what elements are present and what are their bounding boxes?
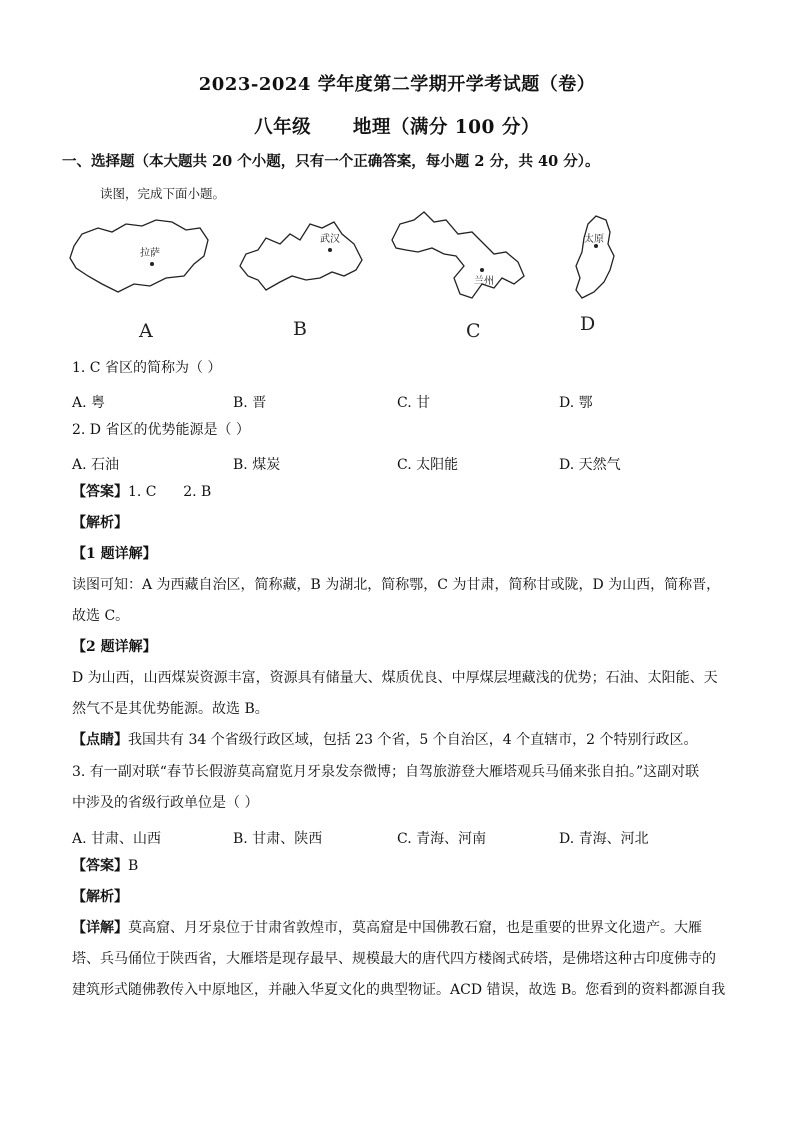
map-a-xizang xyxy=(68,206,213,301)
city-label: 兰州 xyxy=(474,276,494,287)
detail-1-line-2: 故选 C。 xyxy=(72,608,130,624)
map-c-gansu xyxy=(388,210,528,310)
option-a: A. 甘肃、山西 xyxy=(72,831,162,847)
question-1-stem: 1. C 省区的简称为（ ） xyxy=(72,360,222,376)
city-label: 拉萨 xyxy=(140,248,160,259)
detail-3-line-1 xyxy=(72,913,732,944)
answer-text: 1. C 2. B xyxy=(128,484,212,500)
option-b: B. 甘肃、陕西 xyxy=(233,831,323,847)
map-label-b: B xyxy=(293,318,307,340)
option-a: A. 石油 xyxy=(72,457,120,473)
option-c: C. 太阳能 xyxy=(397,457,459,473)
detail-2-line-1: D 为山西，山西煤炭资源丰富，资源具有储量大、煤质优良、中厚煤层埋藏浅的优势；石油、太阳能、天 xyxy=(72,670,718,686)
city-label: 武汉 xyxy=(320,234,340,245)
analysis-label: 【解析】 xyxy=(72,515,128,531)
note-label: 【点睛】 xyxy=(72,732,128,748)
city-label: 太原 xyxy=(584,234,604,245)
answer-label: 【答案】 xyxy=(72,858,128,874)
note-line xyxy=(72,725,732,756)
answer-text: B xyxy=(128,858,139,874)
page-subtitle: 八年级 地理（满分 100 分） xyxy=(254,117,540,138)
option-b: B. 煤炭 xyxy=(233,457,281,473)
section-heading: 一、选择题（本大题共 20 个小题，只有一个正确答案，每小题 2 分，共 40 分）。 xyxy=(62,153,600,170)
analysis-label: 【解析】 xyxy=(72,889,128,905)
note-text: 我国共有 34 个省级行政区域，包括 23 个省，5 个自治区，4 个直辖市，2 个特别行政区。 xyxy=(128,732,698,748)
detail-2-label: 【2 题详解】 xyxy=(72,639,157,655)
answer-label: 【答案】 xyxy=(72,484,128,500)
question-2-stem: 2. D 省区的优势能源是（ ） xyxy=(72,422,250,438)
option-a: A. 粤 xyxy=(72,395,106,411)
answer-1-2 xyxy=(72,477,732,508)
option-d: D. 鄂 xyxy=(559,395,593,411)
map-label-d: D xyxy=(580,313,596,335)
map-b-hubei xyxy=(236,214,371,299)
option-c: C. 甘 xyxy=(397,395,431,411)
answer-3 xyxy=(72,851,732,882)
instruction: 读图，完成下面小题。 xyxy=(100,186,226,201)
detail-1-line-1: 读图可知：A 为西藏自治区，简称藏，B 为湖北，简称鄂，C 为甘肃，简称甘或陇，D 为山西，简称晋， xyxy=(72,577,721,593)
question-2-options xyxy=(72,454,732,474)
detail-3-line-2: 塔、兵马俑位于陕西省，大雁塔是现存最早、规模最大的唐代四方楼阁式砖塔，是佛塔这种古印度佛寺的 xyxy=(72,951,716,967)
option-d: D. 天然气 xyxy=(559,457,621,473)
detail-1-label: 【1 题详解】 xyxy=(72,546,157,562)
detail-2-line-2: 然气不是其优势能源。故选 B。 xyxy=(72,701,269,717)
question-3-line-2: 中涉及的省级行政单位是（ ） xyxy=(72,795,259,811)
detail-3-first: 莫高窟、月牙泉位于甘肃省敦煌市，莫高窟是中国佛教石窟，也是重要的世界文化遗产。大雁 xyxy=(128,920,702,936)
map-label-c: C xyxy=(466,320,481,342)
question-3-line-1: 3. 有一副对联“春节长假游莫高窟览月牙泉发奈微博；自驾旅游登大雁塔观兵马俑来张自拍。”这副对联 xyxy=(72,764,700,780)
option-d: D. 青海、河北 xyxy=(559,831,649,847)
option-c: C. 青海、河南 xyxy=(397,831,487,847)
map-label-a: A xyxy=(139,320,153,342)
question-3-options xyxy=(72,828,732,848)
page-title: 2023-2024 学年度第二学期开学考试题（卷） xyxy=(198,74,596,95)
detail-3-line-3: 建筑形式随佛教传入中原地区，并融入华夏文化的典型物证。ACD 错误，故选 B。您看到的资料都源自我 xyxy=(72,982,726,998)
map-d-shanxi xyxy=(570,212,620,302)
detail-3-label: 【详解】 xyxy=(72,920,128,936)
question-1-options xyxy=(72,392,732,412)
option-b: B. 晋 xyxy=(233,395,267,411)
